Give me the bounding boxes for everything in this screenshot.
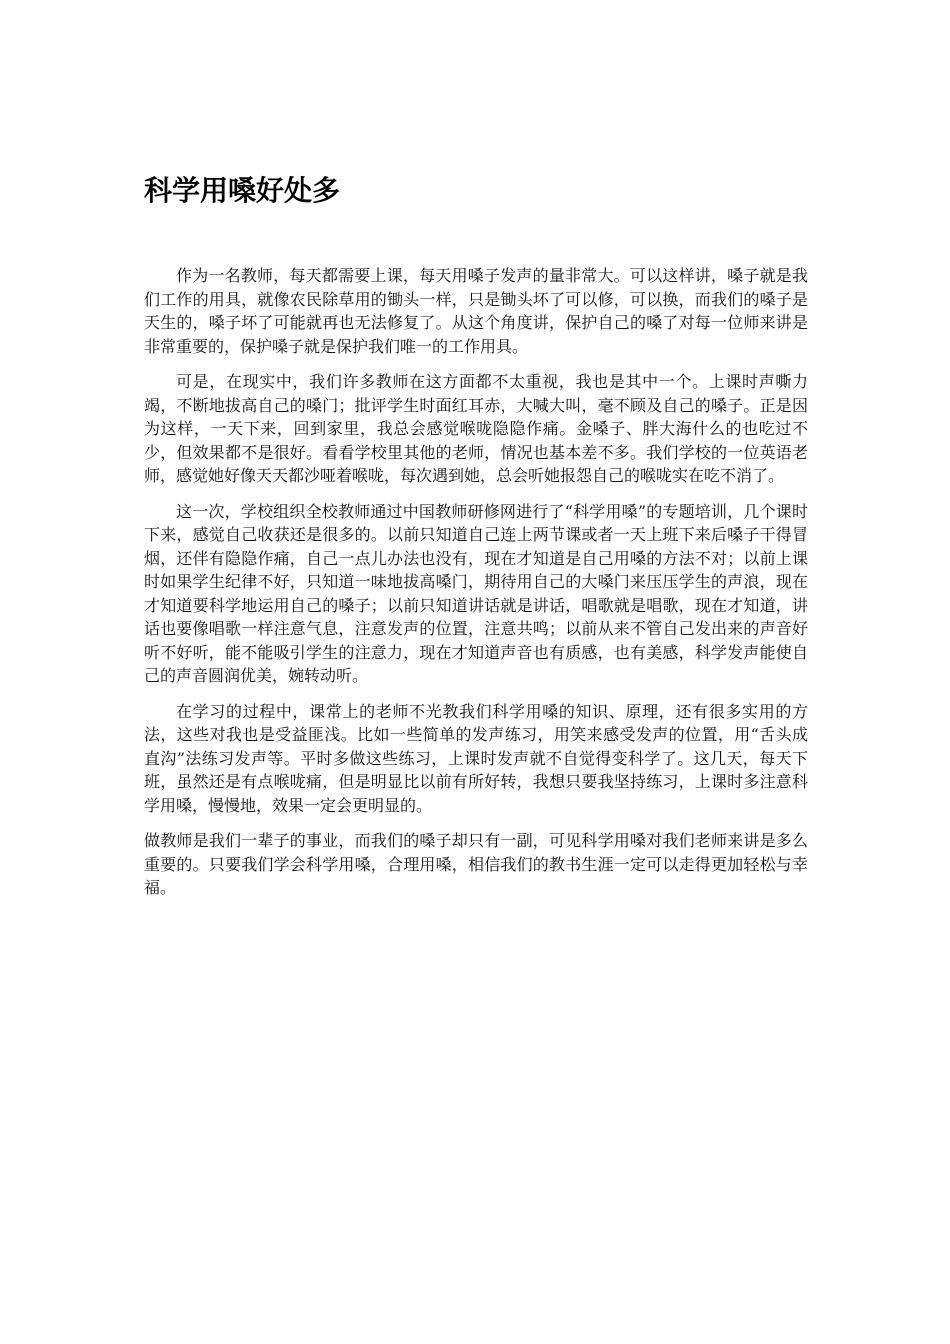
document-title: 科学用嗓好处多: [144, 174, 341, 207]
paragraph-2: 可是，在现实中，我们许多教师在这方面都不太重视，我也是其中一个。上课时声嘶力竭，不断地拔高自己的嗓门；批评学生时面红耳赤，大喊大叫，毫不顾及自己的嗓子。正是因为这样，一天下来，回到家里，我总会感觉喉咙隐隐作痛。金嗓子、胖大海什么的也吃过不少，但效果都不是很好。看看学校里其他的老师，情况也基本差不多。我们学校的一位英语老师，感觉她好像天天都沙哑着喉咙，每次遇到她，总会听她报怨自己的喉咙实在吃不消了。: [144, 372, 808, 485]
paragraph-5: 做教师是我们一辈子的事业，而我们的嗓子却只有一副，可见科学用嗓对我们老师来讲是多么重要的。只要我们学会科学用嗓，合理用嗓，相信我们的教书生涯一定可以走得更加轻松与幸福。: [144, 831, 808, 897]
paragraph-3: 这一次，学校组织全校教师通过中国教师研修网进行了“科学用嗓”的专题培训，几个课时下来，感觉自己收获还是很多的。以前只知道自己连上两节课或者一天上班下来后嗓子干得冒烟，还伴有隐隐作痛，自己一点儿办法也没有，现在才知道是自己用嗓的方法不对；以前上课时如果学生纪律不好，只知道一味地拔高嗓门，期待用自己的大嗓门来压压学生的声浪，现在才知道要科学地运用自己的嗓子；以前只知道讲话就是讲话，唱歌就是唱歌，现在才知道，讲话也要像唱歌一样注意气息，注意发声的位置，注意共鸣；以前从来不管自己发出来的声音好听不好听，能不能吸引学生的注意力，现在才知道声音也有质感，也有美感，科学发声能使自己的声音圆润优美，婉转动听。: [144, 501, 808, 685]
document-body: [144, 170, 808, 912]
paragraph-4: 在学习的过程中，课常上的老师不光教我们科学用嗓的知识、原理，还有很多实用的方法，这些对我也是受益匪浅。比如一些简单的发声练习，用笑来感受发声的位置，用“舌头成直沟”法练习发声等。平时多做这些练习，上课时发声就不自觉得变科学了。这几天，每天下班，虽然还是有点喉咙痛，但是明显比以前有所好转，我想只要我坚持练习，上课时多注意科学用嗓，慢慢地，效果一定会更明显的。: [144, 701, 808, 815]
paragraph-1: 作为一名教师，每天都需要上课，每天用嗓子发声的量非常大。可以这样讲，嗓子就是我们工作的用具，就像农民除草用的锄头一样，只是锄头坏了可以修，可以换，而我们的嗓子是天生的，嗓子坏了可能就再也无法修复了。从这个角度讲，保护自己的嗓了对每一位师来讲是非常重要的，保护嗓子就是保护我们唯一的工作用具。: [144, 266, 808, 356]
